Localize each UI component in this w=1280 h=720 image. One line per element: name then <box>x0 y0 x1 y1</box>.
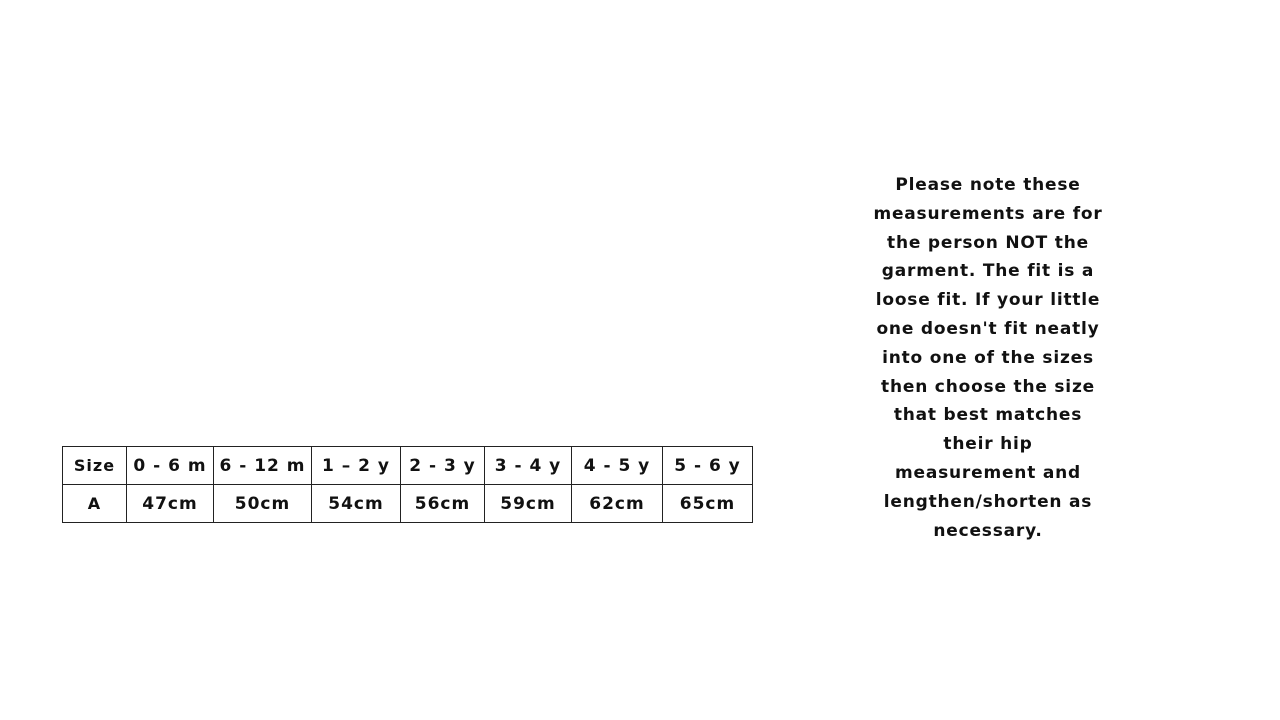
table-header-cell: Size <box>63 447 127 485</box>
table-header-cell: 6 - 12 m <box>214 447 312 485</box>
table-cell: 54cm <box>312 485 401 523</box>
table-header-cell: 3 - 4 y <box>485 447 572 485</box>
table-cell: 50cm <box>214 485 312 523</box>
table-header-row <box>63 447 753 485</box>
table-row <box>63 485 753 523</box>
table-header-cell: 1 – 2 y <box>312 447 401 485</box>
size-chart-table <box>62 446 753 523</box>
table-cell: 56cm <box>401 485 485 523</box>
table-cell: A <box>63 485 127 523</box>
table-header-cell: 4 - 5 y <box>572 447 663 485</box>
fit-note-emphasis: NOT <box>1005 232 1049 253</box>
table-header-cell: 0 - 6 m <box>127 447 214 485</box>
fit-note-text-start: Please note these measurements are for the person <box>873 175 1103 253</box>
table-cell: 47cm <box>127 485 214 523</box>
fit-note-text-end: the garment. The fit is a loose fit. If your little one doesn't fit neatly into one of the sizes then choose the size that best matches their hip measurement and lengthen/shorten as necessary. <box>875 232 1101 541</box>
table-header-cell: 5 - 6 y <box>663 447 753 485</box>
table-cell: 59cm <box>485 485 572 523</box>
table-cell: 62cm <box>572 485 663 523</box>
table-cell: 65cm <box>663 485 753 523</box>
fit-note <box>870 171 1106 545</box>
table-header-cell: 2 - 3 y <box>401 447 485 485</box>
